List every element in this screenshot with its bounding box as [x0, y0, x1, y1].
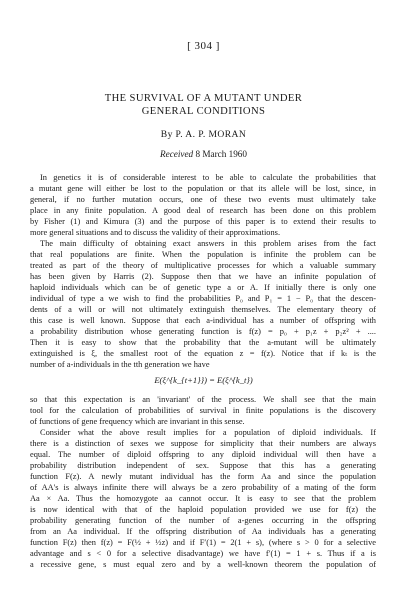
paragraph-line: so that this expectation is an 'invariant' of the process. We shall see that the main	[30, 395, 376, 404]
paragraph-line: that real populations are finite. When the population is infinite the problem can be	[30, 250, 376, 259]
page-number: [ 304 ]	[187, 40, 220, 52]
received-line	[0, 149, 407, 159]
paragraph-line: The main difficulty of obtaining exact answers in this problem arises from the fact	[40, 239, 376, 248]
paragraph-line: general, if no further mutation occurs, one of these two events must ultimately take	[30, 195, 376, 204]
paragraph-line: function F(z) then f(z) = F(½ + ½z) and if F′(1) = 2(1 + s), (where s > 0 for a selective	[30, 538, 376, 547]
paragraph-line: of functions of gene frequency which are invariant in this sense.	[30, 417, 245, 426]
paragraph-line: has been given by Harris (2). Suppose then that we have an infinite population of	[30, 272, 376, 281]
paragraph-line: by Fisher (1) and Kimura (3) and the purpose of this paper is to extend their results to	[30, 217, 376, 226]
paragraph-line: function F(z). A newly mutant individual has the form Aa and since the population	[30, 472, 376, 481]
paragraph-line: of AA's is always infinite there will always be a zero probability of a mating of the form	[30, 483, 376, 492]
title-line-1: THE SURVIVAL OF A MUTANT UNDER	[104, 93, 303, 104]
paragraph-line: from an Aa individual. If the offspring distribution of Aa individuals has a generating	[30, 527, 376, 536]
received-date: 8 March 1960	[195, 149, 247, 159]
paragraph-line: this case is well known. Suppose that each a-individual has a number of offspring with	[30, 316, 376, 325]
paragraph-line: number of a-individuals in the tth generation we have	[30, 360, 210, 369]
paragraph-line: extinguished is ξ, the smallest root of the equation z = f(z). Notice that if kₜ is the	[30, 349, 376, 358]
paragraph-line: Aa × Aa. Thus the homozygote aa cannot occur. It is easy to see that the problem	[30, 494, 376, 503]
paragraph-line: more general situations and to discuss the validity of their approximations.	[30, 228, 281, 237]
paragraph-line: a probability distribution whose generating function is f(z) = p₀ + p₁z + p₂z² + ....	[30, 327, 376, 336]
paragraph-line: a recessive gene, s must equal zero and by a well-known theorem the population of	[30, 560, 376, 569]
author-line: By P. A. P. MORAN	[160, 129, 247, 140]
equation-text: E(ξ^{k_{t+1}}) = E(ξ^{k_t})	[154, 375, 253, 385]
paragraph-line: dents of a will or will not ultimately extinguish themselves. The elementary theory of	[30, 305, 376, 314]
paragraph-line: probability distribution independent of sex. Suppose that this has a generating	[30, 461, 376, 470]
expectation-equation	[0, 375, 407, 386]
paragraph-line: advantage and s < 0 for a selective disadvantage) we have f′(1) = 1 + s. Thus if a is	[30, 549, 376, 558]
paragraph-line: Consider what the above result implies for a population of diploid individuals. If	[40, 428, 376, 437]
received-label: Received	[160, 149, 194, 159]
paragraph-line: probability generating function of the number of a-genes occurring in the offspring	[30, 516, 376, 525]
paragraph-line: there is a distinction of sexes we suppose for simplicity that their numbers are always	[30, 439, 376, 448]
paragraph-line: a mutant gene will either be lost to the population or that its allele will be lost, since, in	[30, 184, 376, 193]
paragraph-line: Then it is easy to show that the probability that the a-mutant will be ultimately	[30, 338, 376, 347]
paragraph-line: haploid individuals which can be of genetic type a or A. If initially there is only one	[30, 283, 376, 292]
paragraph-line: treated as part of the theory of multiplicative processes for which a valuable summary	[30, 261, 376, 270]
paragraph-line: tool for the calculation of probabilities of survival in finite populations is the discovery	[30, 406, 376, 415]
paragraph-line: In genetics it is of considerable interest to be able to calculate the probabilities that	[40, 173, 376, 182]
paragraph-line: individual of type a we wish to find the probabilities P₀ and P₁ = 1 − P₀ that the descen-	[30, 294, 376, 303]
title-line-2: GENERAL CONDITIONS	[141, 106, 266, 117]
paragraph-line: place in any finite population. A good deal of research has been done on this problem	[30, 206, 376, 215]
paragraph-line: is now identical with that of the haploid population provided we use for f(z) the	[30, 505, 376, 514]
article-title	[30, 92, 377, 118]
paragraph-line: equal. The number of diploid offspring to any diploid individual will then have a	[30, 450, 376, 459]
